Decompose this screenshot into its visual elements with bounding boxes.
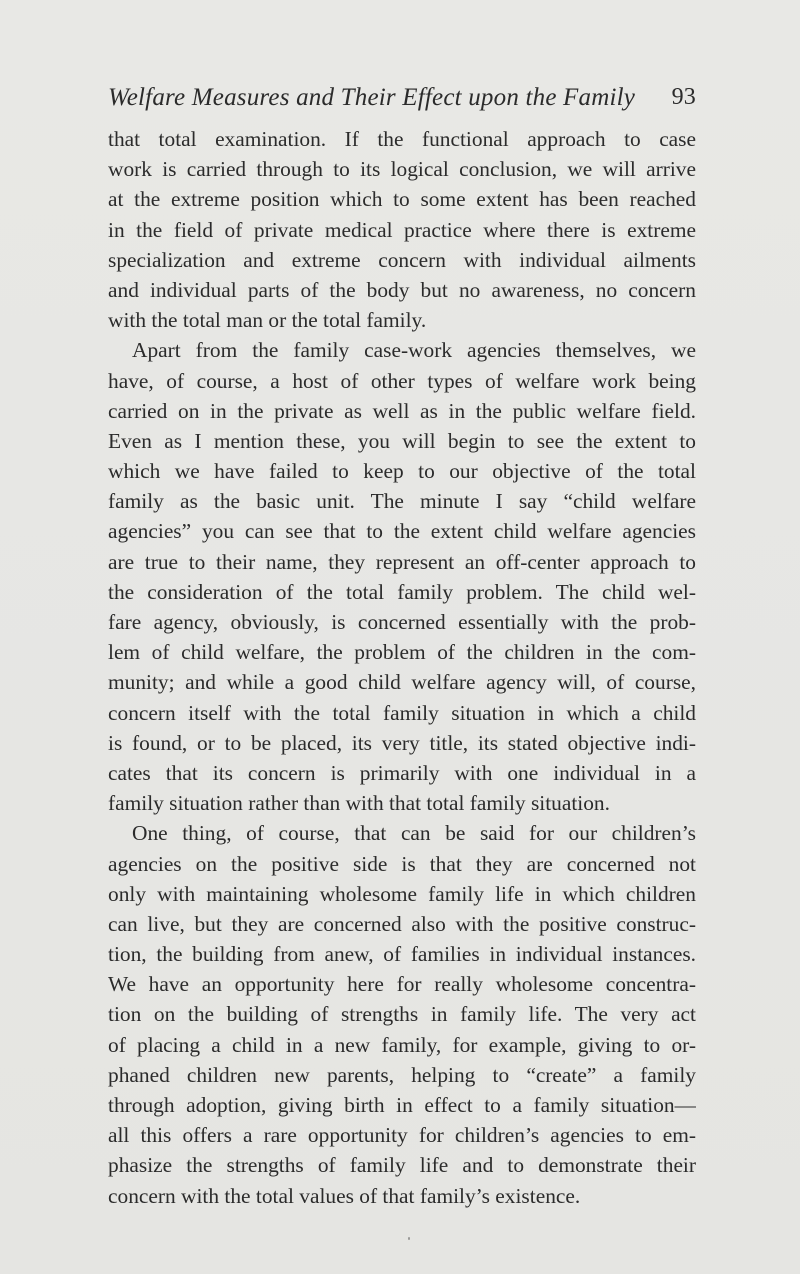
text-line: concern with the total values of that family’s existence. xyxy=(108,1183,581,1208)
text-line: which we have failed to keep to our objective of the total xyxy=(108,459,696,484)
text-line: the consideration of the total family problem. The child wel- xyxy=(108,579,696,604)
paragraph-first-line: Apart from the family case-work agencies themselves, we xyxy=(132,338,696,363)
text-line: lem of child welfare, the problem of the children in the com- xyxy=(108,640,696,665)
text-line: and individual parts of the body but no awareness, no concern xyxy=(108,277,696,302)
text-line: specialization and extreme concern with individual ailments xyxy=(108,247,696,272)
text-line: carried on in the private as well as in the public welfare field. xyxy=(108,398,696,423)
text-line: tion on the building of strengths in family life. The very act xyxy=(108,1002,696,1027)
text-line: at the extreme position which to some extent has been reached xyxy=(108,187,696,212)
paragraph-first-line: One thing, of course, that can be said for our children’s xyxy=(132,821,696,846)
text-line: have, of course, a host of other types of welfare work being xyxy=(108,368,696,393)
text-line: work is carried through to its logical conclusion, we will arrive xyxy=(108,157,696,182)
text-line: munity; and while a good child welfare agency will, of course, xyxy=(108,670,696,695)
text-line: phaned children new parents, helping to “create” a family xyxy=(108,1062,696,1087)
text-line: concern itself with the total family situation in which a child xyxy=(108,700,696,725)
text-line: Even as I mention these, you will begin to see the extent to xyxy=(108,428,696,453)
text-line: of placing a child in a new family, for example, giving to or- xyxy=(108,1032,696,1057)
text-line: agencies” you can see that to the extent child welfare agencies xyxy=(108,519,696,544)
text-line: are true to their name, they represent an off-center approach to xyxy=(108,549,696,574)
running-head xyxy=(108,84,696,120)
text-line: with the total man or the total family. xyxy=(108,308,427,333)
text-line: fare agency, obviously, is concerned essentially with the prob- xyxy=(108,610,696,634)
text-line: is found, or to be placed, its very title, its stated objective indi- xyxy=(108,730,696,755)
text-line: in the field of private medical practice where there is extreme xyxy=(108,217,696,242)
body-text xyxy=(108,124,696,1211)
text-line: agencies on the positive side is that they are concerned not xyxy=(108,851,696,876)
text-line: cates that its concern is primarily with one individual in a xyxy=(108,760,696,785)
running-title: Welfare Measures and Their Effect upon the Family xyxy=(108,84,636,111)
text-line: family as the basic unit. The minute I say “child welfare xyxy=(108,489,696,514)
text-line: phasize the strengths of family life and to demonstrate their xyxy=(108,1153,696,1178)
text-line: that total examination. If the functional approach to case xyxy=(108,127,696,151)
text-line: through adoption, giving birth in effect to a family situation— xyxy=(108,1093,696,1117)
paper-speck xyxy=(408,1237,410,1240)
text-line: all this offers a rare opportunity for children’s agencies to em- xyxy=(108,1123,696,1148)
text-line: We have an opportunity here for really wholesome concentra- xyxy=(108,972,696,997)
text-line: can live, but they are concerned also with the positive construc- xyxy=(108,911,696,936)
text-line: family situation rather than with that total family situation. xyxy=(108,791,610,816)
text-line: only with maintaining wholesome family life in which children xyxy=(108,881,696,906)
page-number: 93 xyxy=(671,84,696,110)
text-line: tion, the building from anew, of families in individual instances. xyxy=(108,942,696,967)
